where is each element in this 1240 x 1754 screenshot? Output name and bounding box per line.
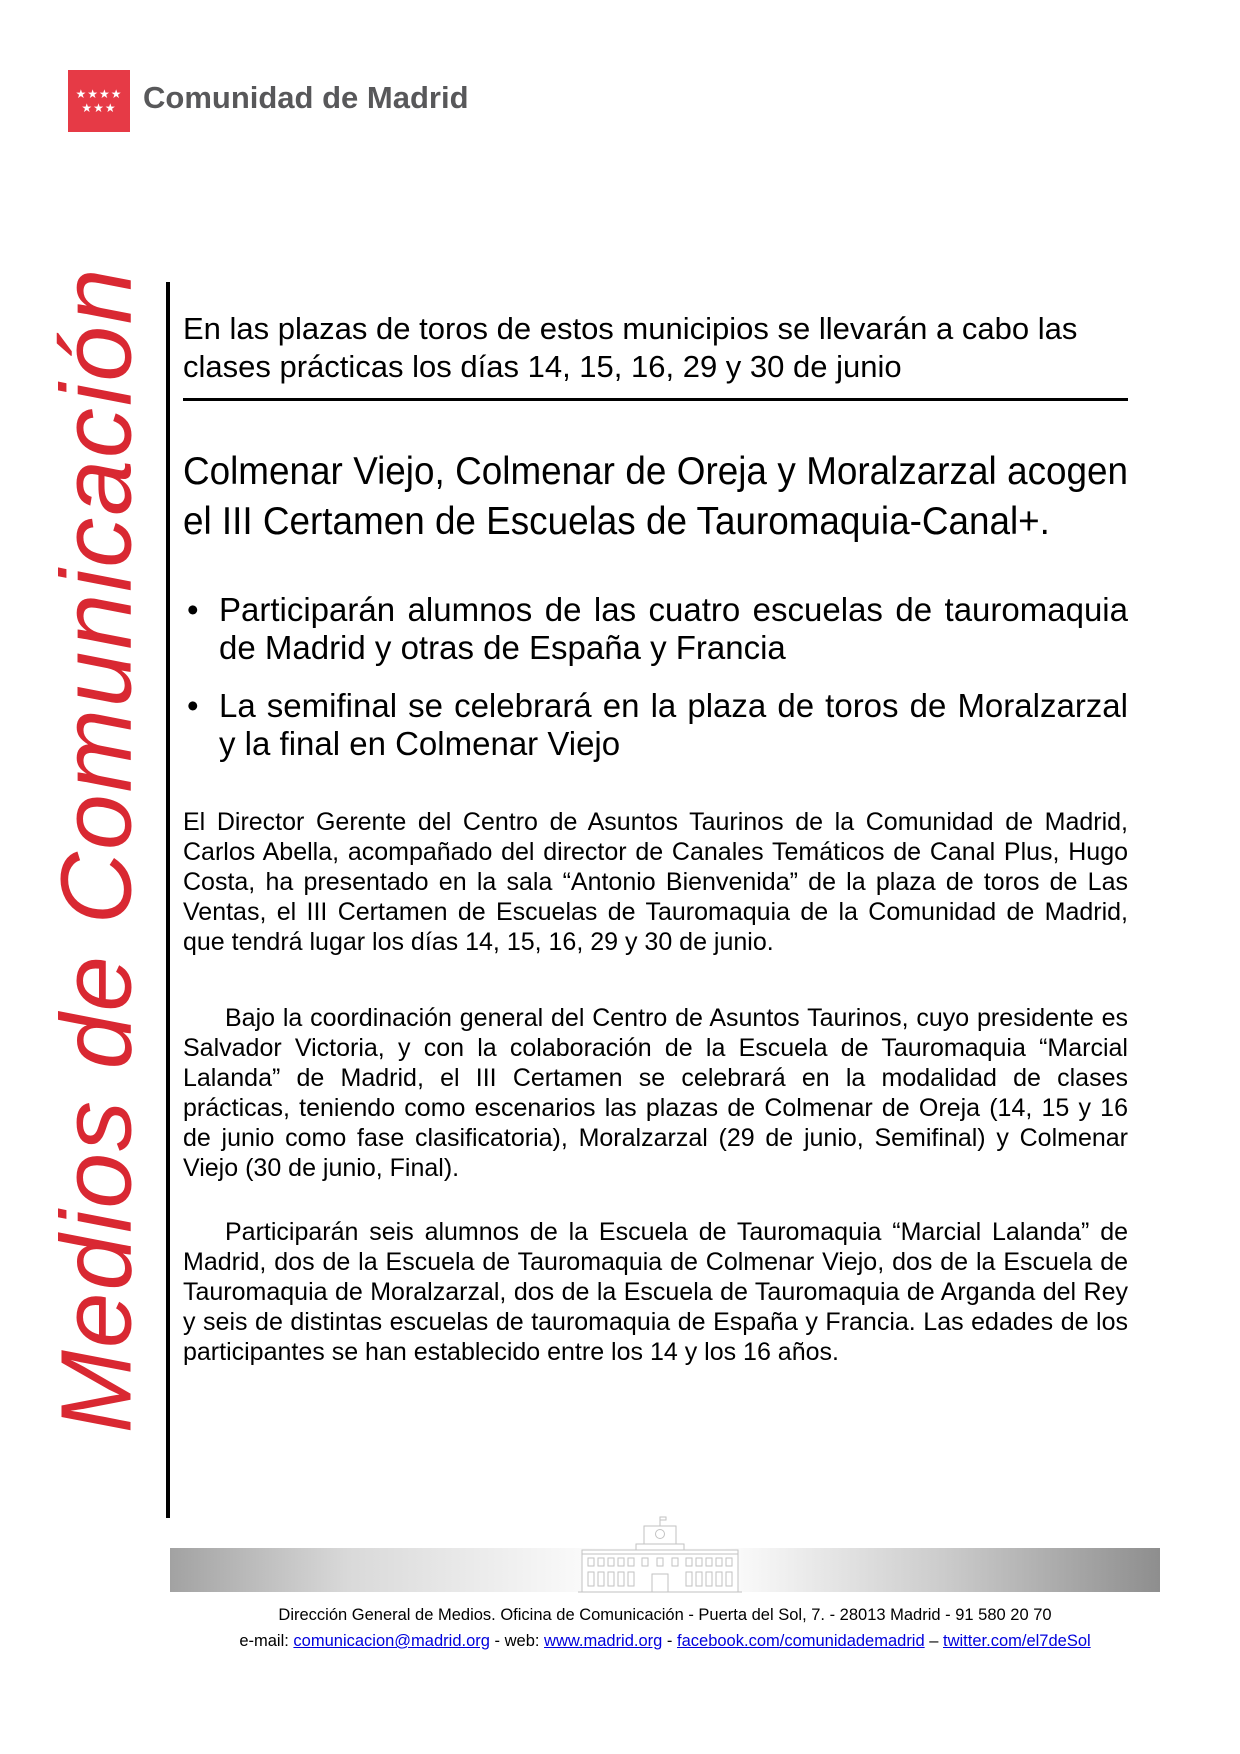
- email-label: e-mail:: [239, 1632, 294, 1650]
- bullet-text: Participarán alumnos de las cuatro escuelas de tauromaquia de Madrid y otras de España y Francia: [219, 591, 1128, 666]
- link-separator: -: [662, 1632, 678, 1650]
- paragraph: El Director Gerente del Centro de Asuntos Taurinos de la Comunidad de Madrid, Carlos Abella, acompañado del director de Canales Temáticos de Canal Plus, Hugo Costa, ha presentado en la sala “Antonio Bienvenida” de la plaza de toros de Las Ventas, el III Certamen de Escuelas de Tauromaquia de la Comunidad de Madrid, que tendrá lugar los días 14, 15, 16, 29 y 30 de junio.: [183, 808, 1128, 956]
- web-label: - web:: [489, 1632, 545, 1650]
- document-title: Colmenar Viejo, Colmenar de Oreja y Moralzarzal acogen el III Certamen de Escuelas de Tauromaquia-Canal+.: [183, 450, 1128, 543]
- casa-de-correos-building-icon: [558, 1516, 762, 1594]
- vertical-divider: [166, 282, 170, 1518]
- footer-address-line: Dirección General de Medios. Oficina de Comunicación - Puerta del Sol, 7. - 28013 Madrid - 91 580 20 70: [278, 1606, 1052, 1624]
- flag-stars-bottom: ★★★: [81, 100, 117, 115]
- bullet-item: [183, 591, 1128, 667]
- document-content: [183, 282, 1128, 1367]
- email-link[interactable]: comunicacion@madrid.org: [293, 1632, 490, 1650]
- web-link[interactable]: www.madrid.org: [544, 1632, 663, 1650]
- paragraph: Bajo la coordinación general del Centro de Asuntos Taurinos, cuyo presidente es Salvador Victoria, y con la colaboración de la Escuela de Tauromaquia “Marcial Lalanda” de Madrid, el III Certamen se celebrará en la modalidad de clases prácticas, teniendo como escenarios las plazas de Colmenar de Oreja (14, 15 y 16 de junio como fase clasificatoria), Moralzarzal (29 de junio, Semifinal) y Colmenar Viejo (30 de junio, Final).: [183, 1004, 1128, 1182]
- footer-contact: [170, 1602, 1160, 1654]
- comunidad-madrid-flag-icon: [68, 70, 130, 132]
- link-separator: –: [924, 1632, 944, 1650]
- footer-links-line: [170, 1628, 1160, 1654]
- kicker-text: En las plazas de toros de estos municipios se llevarán a cabo las clases prácticas los días 14, 15, 16, 29 y 30 de junio: [183, 310, 1128, 401]
- sidebar-vertical-text: Medios de Comunicación: [40, 266, 153, 1434]
- bullet-text: La semifinal se celebrará en la plaza de toros de Moralzarzal y la final en Colmenar Viejo: [219, 687, 1128, 762]
- brand-name: Comunidad de Madrid: [143, 80, 469, 115]
- facebook-link[interactable]: facebook.com/comunidademadrid: [677, 1632, 925, 1650]
- bullet-list: [183, 591, 1128, 763]
- twitter-link[interactable]: twitter.com/el7deSol: [943, 1632, 1091, 1650]
- paragraph: Participarán seis alumnos de la Escuela de Tauromaquia “Marcial Lalanda” de Madrid, dos de la Escuela de Tauromaquia de Colmenar Viejo, dos de la Escuela de Tauromaquia de Moralzarzal, dos de la Escuela de Tauromaquia de Arganda del Rey y seis de distintas escuelas de tauromaquia de España y Francia. Las edades de los participantes se han establecido entre los 14 y los 16 años.: [183, 1218, 1128, 1366]
- flag-stars-top: ★★★★: [75, 86, 123, 101]
- bullet-item: [183, 687, 1128, 763]
